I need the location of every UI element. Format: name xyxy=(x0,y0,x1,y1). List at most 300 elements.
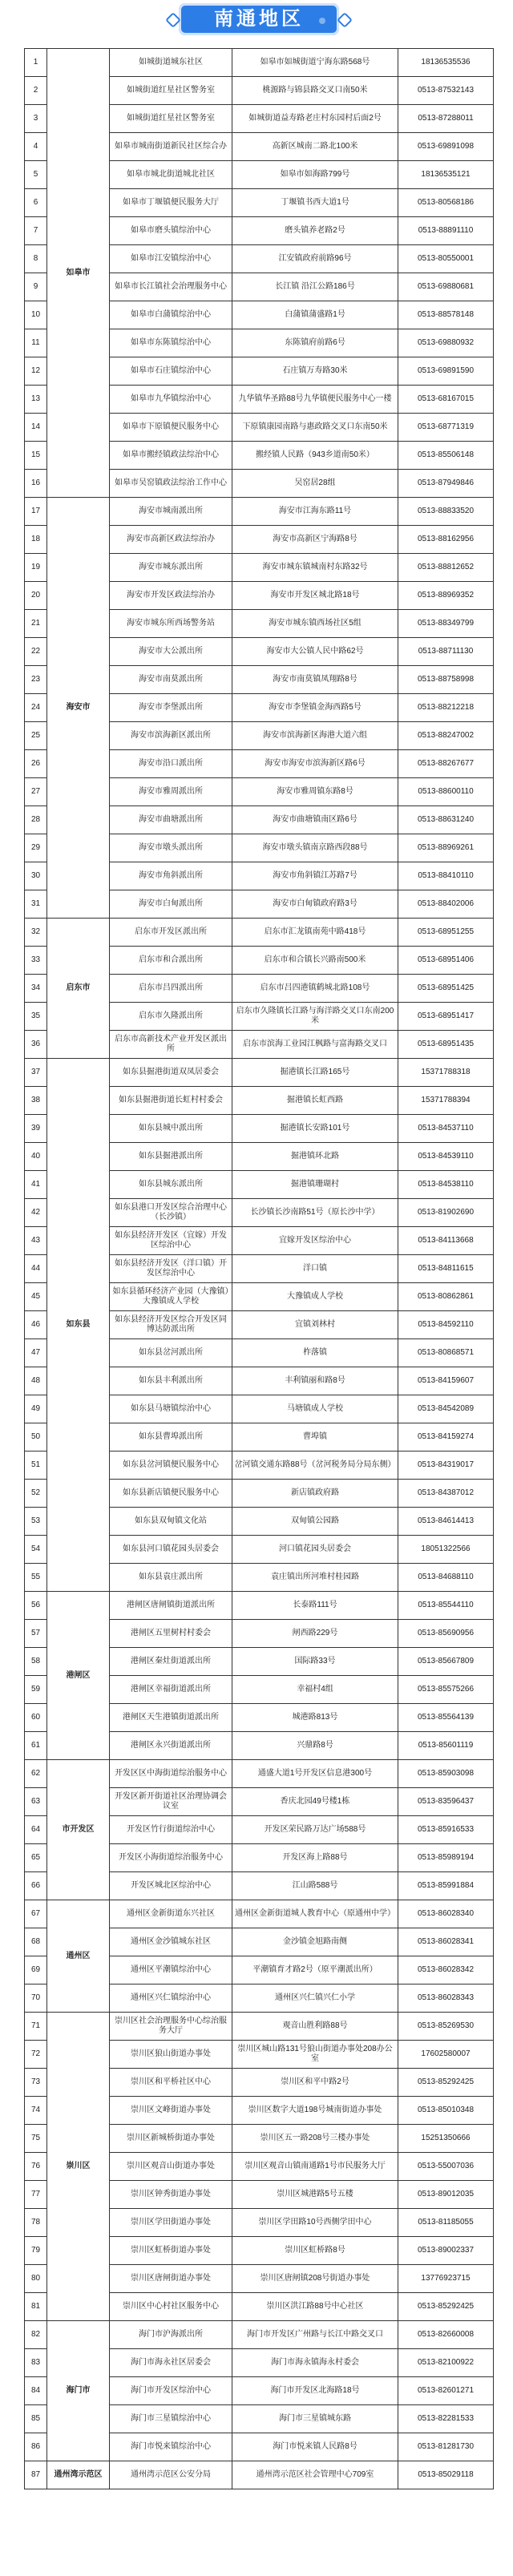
row-number: 62 xyxy=(25,1760,47,1788)
row-number: 39 xyxy=(25,1115,47,1143)
site-phone: 0513-88349799 xyxy=(398,610,494,638)
row-number: 60 xyxy=(25,1704,47,1732)
site-name: 海安市南莫派出所 xyxy=(110,666,232,694)
site-name: 海安市开发区政法综治办 xyxy=(110,582,232,610)
site-name: 如皋市城北街道城北社区 xyxy=(110,161,232,189)
site-address: 幸福村4组 xyxy=(232,1676,398,1704)
row-number: 25 xyxy=(25,722,47,750)
row-number: 68 xyxy=(25,1928,47,1956)
site-address: 海安市白甸镇政府路3号 xyxy=(232,890,398,919)
site-address: 磨头镇养老路2号 xyxy=(232,217,398,245)
site-name: 海门市悦来镇综治中心 xyxy=(110,2433,232,2461)
row-number: 87 xyxy=(25,2461,47,2489)
row-number: 7 xyxy=(25,217,47,245)
site-address: 通州湾示范区社会管理中心709室 xyxy=(232,2461,398,2489)
site-name: 海安市城东派出所 xyxy=(110,554,232,582)
site-address: 搬经镇人民路（943乡道南50米） xyxy=(232,442,398,470)
row-number: 17 xyxy=(25,498,47,526)
row-number: 59 xyxy=(25,1676,47,1704)
site-address: 崇川区数字大道198号城南街道办事处 xyxy=(232,2097,398,2125)
row-number: 13 xyxy=(25,386,47,414)
site-phone: 0513-88631240 xyxy=(398,806,494,834)
site-address: 袁庄镇出所河堆村桂园路 xyxy=(232,1564,398,1592)
table-row xyxy=(25,49,494,77)
site-address: 掘港镇长虹西路 xyxy=(232,1087,398,1115)
site-address: 柞落镇 xyxy=(232,1339,398,1367)
site-address: 启东市和合镇长兴路南500米 xyxy=(232,947,398,975)
site-address: 白蒲镇蒲盛路1号 xyxy=(232,301,398,329)
row-number: 78 xyxy=(25,2209,47,2237)
site-phone: 15371788394 xyxy=(398,1087,494,1115)
site-name: 海安市城东所西场警务站 xyxy=(110,610,232,638)
site-address: 大豫镇成人学校 xyxy=(232,1283,398,1311)
site-address: 马塘镇成人学校 xyxy=(232,1395,398,1423)
site-address: 掘港镇环北路 xyxy=(232,1143,398,1171)
district-cell: 通州区 xyxy=(47,1900,110,2013)
row-number: 52 xyxy=(25,1480,47,1508)
site-name: 启东市和合派出所 xyxy=(110,947,232,975)
site-name: 海安市李堡派出所 xyxy=(110,694,232,722)
site-phone: 18136535121 xyxy=(398,161,494,189)
site-address: 宜嫁开发区综治中心 xyxy=(232,1227,398,1255)
site-address: 开发区海上路88号 xyxy=(232,1844,398,1872)
site-address: 启东市滨海工业园江枫路与富海路交叉口 xyxy=(232,1031,398,1059)
site-phone: 0513-87288011 xyxy=(398,105,494,133)
row-number: 72 xyxy=(25,2041,47,2069)
site-phone: 0513-80862861 xyxy=(398,1283,494,1311)
site-address: 洋口镇 xyxy=(232,1255,398,1283)
site-name: 海安市曲塘派出所 xyxy=(110,806,232,834)
row-number: 64 xyxy=(25,1816,47,1844)
site-address: 启东市久隆镇长江路与海洋路交叉口东南200米 xyxy=(232,1003,398,1031)
site-name: 如皋市白蒲镇综治中心 xyxy=(110,301,232,329)
site-name: 如皋市搬经镇政法综治中心 xyxy=(110,442,232,470)
row-number: 29 xyxy=(25,834,47,862)
site-address: 东陈镇府前路6号 xyxy=(232,329,398,357)
row-number: 28 xyxy=(25,806,47,834)
site-address: 海安市城东镇西场社区5组 xyxy=(232,610,398,638)
site-name: 如皋市石庄镇综治中心 xyxy=(110,357,232,386)
site-phone: 0513-88711130 xyxy=(398,638,494,666)
site-phone: 0513-85991884 xyxy=(398,1872,494,1900)
site-address: 掘港镇长江路165号 xyxy=(232,1059,398,1087)
site-phone: 0513-69891098 xyxy=(398,133,494,161)
row-number: 35 xyxy=(25,1003,47,1031)
site-name: 崇川区学田街道办事处 xyxy=(110,2209,232,2237)
site-name: 如东县岔河镇便民服务中心 xyxy=(110,1452,232,1480)
site-name: 如皋市九华镇综治中心 xyxy=(110,386,232,414)
site-phone: 0513-86028343 xyxy=(398,1984,494,2013)
site-name: 如东县河口镇花园头居委会 xyxy=(110,1536,232,1564)
site-address: 崇川区唐闸镇208号街道办事处 xyxy=(232,2265,398,2293)
site-address: 海安市雅周镇东路8号 xyxy=(232,778,398,806)
table-row xyxy=(25,919,494,947)
site-name: 海安市沿口派出所 xyxy=(110,750,232,778)
site-address: 海安市城东镇城南村东路32号 xyxy=(232,554,398,582)
site-address: 海安市南莫镇凤翔路8号 xyxy=(232,666,398,694)
row-number: 45 xyxy=(25,1283,47,1311)
site-name: 港闸区五里树村村委会 xyxy=(110,1620,232,1648)
site-address: 长江镇 沿江公路186号 xyxy=(232,273,398,301)
row-number: 77 xyxy=(25,2181,47,2209)
site-phone: 0513-84614413 xyxy=(398,1508,494,1536)
site-address: 崇川区城山路131号狼山街道办事处208办公室 xyxy=(232,2041,398,2069)
row-number: 31 xyxy=(25,890,47,919)
row-number: 18 xyxy=(25,526,47,554)
row-number: 9 xyxy=(25,273,47,301)
site-address: 崇川区观音山镇南通路1号市民服务大厅 xyxy=(232,2153,398,2181)
site-address: 掘港镇长安路101号 xyxy=(232,1115,398,1143)
site-name: 海安市城南派出所 xyxy=(110,498,232,526)
site-phone: 0513-84542089 xyxy=(398,1395,494,1423)
site-phone: 0513-88247002 xyxy=(398,722,494,750)
site-phone: 0513-68951425 xyxy=(398,975,494,1003)
site-phone: 0513-84537110 xyxy=(398,1115,494,1143)
site-name: 海安市雅周派出所 xyxy=(110,778,232,806)
site-address: 崇川区洪江路88号中心社区 xyxy=(232,2293,398,2321)
site-name: 如东县城东派出所 xyxy=(110,1171,232,1199)
row-number: 84 xyxy=(25,2377,47,2405)
site-phone: 0513-88267677 xyxy=(398,750,494,778)
row-number: 21 xyxy=(25,610,47,638)
district-cell: 市开发区 xyxy=(47,1760,110,1900)
table-row xyxy=(25,2321,494,2349)
row-number: 41 xyxy=(25,1171,47,1199)
row-number: 55 xyxy=(25,1564,47,1592)
district-cell: 如皋市 xyxy=(47,49,110,498)
row-number: 2 xyxy=(25,77,47,105)
site-address: 海安市开发区城北路18号 xyxy=(232,582,398,610)
site-phone: 0513-80568186 xyxy=(398,189,494,217)
row-number: 44 xyxy=(25,1255,47,1283)
site-name: 海门市沪海派出所 xyxy=(110,2321,232,2349)
site-address: 江山路588号 xyxy=(232,1872,398,1900)
site-name: 如皋市江安镇综治中心 xyxy=(110,245,232,273)
row-number: 38 xyxy=(25,1087,47,1115)
district-cell: 崇川区 xyxy=(47,2013,110,2321)
row-number: 15 xyxy=(25,442,47,470)
site-address: 金沙镇金旭路南侧 xyxy=(232,1928,398,1956)
site-name: 如东县丰利派出所 xyxy=(110,1367,232,1395)
site-address: 海门市开发区广州路与长江中路交叉口 xyxy=(232,2321,398,2349)
district-cell: 海门市 xyxy=(47,2321,110,2461)
row-number: 51 xyxy=(25,1452,47,1480)
site-address: 兴鼎路8号 xyxy=(232,1732,398,1760)
site-address: 吴窑居28组 xyxy=(232,470,398,498)
row-number: 3 xyxy=(25,105,47,133)
row-number: 43 xyxy=(25,1227,47,1255)
site-address: 如皋市如城街道宁海东路568号 xyxy=(232,49,398,77)
site-phone: 0513-89002337 xyxy=(398,2237,494,2265)
row-number: 71 xyxy=(25,2013,47,2041)
site-name: 如皋市城南街道新民社区综合办 xyxy=(110,133,232,161)
site-name: 如东县循环经济产业园（大豫镇）大豫镇成人学校 xyxy=(110,1283,232,1311)
row-number: 24 xyxy=(25,694,47,722)
row-number: 30 xyxy=(25,862,47,890)
site-address: 如皋市如海路799号 xyxy=(232,161,398,189)
row-number: 19 xyxy=(25,554,47,582)
site-address: 崇川区城港路5号五楼 xyxy=(232,2181,398,2209)
row-number: 69 xyxy=(25,1956,47,1984)
site-phone: 0513-86028340 xyxy=(398,1900,494,1928)
site-phone: 0513-88969352 xyxy=(398,582,494,610)
row-number: 70 xyxy=(25,1984,47,2013)
row-number: 23 xyxy=(25,666,47,694)
site-name: 港闸区唐闸镇街道派出所 xyxy=(110,1592,232,1620)
page-title: 南通地区 xyxy=(179,3,339,35)
site-name: 如东县曹埠派出所 xyxy=(110,1423,232,1452)
site-name: 开发区区中海街道综治服务中心 xyxy=(110,1760,232,1788)
row-number: 65 xyxy=(25,1844,47,1872)
row-number: 5 xyxy=(25,161,47,189)
site-address: 崇川区五一路208号三楼办事处 xyxy=(232,2125,398,2153)
site-address: 桃源路与锦县路交叉口南50米 xyxy=(232,77,398,105)
row-number: 57 xyxy=(25,1620,47,1648)
site-phone: 0513-84159274 xyxy=(398,1423,494,1452)
site-address: 通州区兴仁镇兴仁小学 xyxy=(232,1984,398,2013)
district-cell: 通州湾示范区 xyxy=(47,2461,110,2489)
site-phone: 17602580007 xyxy=(398,2041,494,2069)
site-phone: 0513-85544110 xyxy=(398,1592,494,1620)
site-phone: 0513-88402006 xyxy=(398,890,494,919)
site-name: 如东县双甸镇文化站 xyxy=(110,1508,232,1536)
site-name: 海安市角斜派出所 xyxy=(110,862,232,890)
site-phone: 0513-82281533 xyxy=(398,2405,494,2433)
site-address: 国际路33号 xyxy=(232,1648,398,1676)
site-name: 如东县袁庄派出所 xyxy=(110,1564,232,1592)
site-phone: 0513-87949846 xyxy=(398,470,494,498)
site-address: 掘港镇珊瑚村 xyxy=(232,1171,398,1199)
site-name: 开发区竹行街道综治中心 xyxy=(110,1816,232,1844)
site-address: 通州区金新街道城人教育中心（原通州中学） xyxy=(232,1900,398,1928)
site-name: 如东县经济开发区综合开发区同博达防派出所 xyxy=(110,1311,232,1339)
site-name: 海安市滨海新区派出所 xyxy=(110,722,232,750)
row-number: 50 xyxy=(25,1423,47,1452)
district-cell: 海安市 xyxy=(47,498,110,919)
site-address: 香庆北园49号楼1栋 xyxy=(232,1788,398,1816)
site-phone: 0513-89012035 xyxy=(398,2181,494,2209)
site-phone: 0513-88410110 xyxy=(398,862,494,890)
site-phone: 0513-68951435 xyxy=(398,1031,494,1059)
site-phone: 0513-68167015 xyxy=(398,386,494,414)
site-name: 开发区新开街道社区治理协调会议室 xyxy=(110,1788,232,1816)
site-name: 崇川区虹桥街道办事处 xyxy=(110,2237,232,2265)
table-row xyxy=(25,2461,494,2489)
site-phone: 0513-85690956 xyxy=(398,1620,494,1648)
site-phone: 0513-88891110 xyxy=(398,217,494,245)
site-name: 崇川区新城桥街道办事处 xyxy=(110,2125,232,2153)
site-name: 海安市墩头派出所 xyxy=(110,834,232,862)
site-address: 九华镇华圣路88号九华镇便民服务中心一楼 xyxy=(232,386,398,414)
site-address: 河口镇花园头居委会 xyxy=(232,1536,398,1564)
row-number: 42 xyxy=(25,1199,47,1227)
site-phone: 0513-84592110 xyxy=(398,1311,494,1339)
row-number: 22 xyxy=(25,638,47,666)
site-name: 通州区兴仁镇综治中心 xyxy=(110,1984,232,2013)
site-name: 如城街道红星社区警务室 xyxy=(110,105,232,133)
site-phone: 0513-84811615 xyxy=(398,1255,494,1283)
district-cell: 如东县 xyxy=(47,1059,110,1592)
site-name: 启东市开发区派出所 xyxy=(110,919,232,947)
row-number: 82 xyxy=(25,2321,47,2349)
site-address: 高新区城南二路北100米 xyxy=(232,133,398,161)
site-phone: 0513-83596437 xyxy=(398,1788,494,1816)
site-phone: 15371788318 xyxy=(398,1059,494,1087)
site-phone: 0513-86028342 xyxy=(398,1956,494,1984)
row-number: 32 xyxy=(25,919,47,947)
site-phone: 0513-85564139 xyxy=(398,1704,494,1732)
row-number: 6 xyxy=(25,189,47,217)
site-name: 如皋市丁堰镇便民服务大厅 xyxy=(110,189,232,217)
site-name: 如东县港口开发区综合治理中心（长沙镇） xyxy=(110,1199,232,1227)
site-address: 石庄镇万寿路30米 xyxy=(232,357,398,386)
table-row xyxy=(25,1760,494,1788)
row-number: 33 xyxy=(25,947,47,975)
site-name: 崇川区钟秀街道办事处 xyxy=(110,2181,232,2209)
row-number: 14 xyxy=(25,414,47,442)
site-phone: 0513-88578148 xyxy=(398,301,494,329)
site-address: 下原镇康园南路与惠政路交叉口东南50米 xyxy=(232,414,398,442)
site-phone: 0513-81902690 xyxy=(398,1199,494,1227)
decor-dot xyxy=(319,18,325,24)
site-address: 通盛大道1号开发区信息港300号 xyxy=(232,1760,398,1788)
site-name: 如皋市长江镇社会治理服务中心 xyxy=(110,273,232,301)
site-name: 崇川区社会治理服务中心综治服务大厅 xyxy=(110,2013,232,2041)
site-name: 启东市高新技术产业开发区派出所 xyxy=(110,1031,232,1059)
site-phone: 0513-85292425 xyxy=(398,2069,494,2097)
site-address: 新店镇政府路 xyxy=(232,1480,398,1508)
row-number: 83 xyxy=(25,2349,47,2377)
site-name: 崇川区和平桥社区中心 xyxy=(110,2069,232,2097)
row-number: 40 xyxy=(25,1143,47,1171)
row-number: 49 xyxy=(25,1395,47,1423)
site-phone: 0513-85903098 xyxy=(398,1760,494,1788)
site-name: 通州区金新街道东兴社区 xyxy=(110,1900,232,1928)
site-phone: 0513-85292425 xyxy=(398,2293,494,2321)
site-phone: 0513-55007036 xyxy=(398,2153,494,2181)
site-address: 海门市悦来镇人民路8号 xyxy=(232,2433,398,2461)
site-name: 如皋市东陈镇综治中心 xyxy=(110,329,232,357)
site-phone: 0513-84113668 xyxy=(398,1227,494,1255)
row-number: 53 xyxy=(25,1508,47,1536)
site-phone: 0513-81185055 xyxy=(398,2209,494,2237)
site-phone: 0513-85575266 xyxy=(398,1676,494,1704)
site-address: 如城街道益寿路老庄村东园村后面2号 xyxy=(232,105,398,133)
site-name: 如东县经济开发区（宜嫁）开发区综治中心 xyxy=(110,1227,232,1255)
row-number: 8 xyxy=(25,245,47,273)
site-name: 海门市海永社区居委会 xyxy=(110,2349,232,2377)
site-phone: 0513-85506148 xyxy=(398,442,494,470)
site-address: 长泰路111号 xyxy=(232,1592,398,1620)
row-number: 56 xyxy=(25,1592,47,1620)
site-name: 港闸区天生港镇街道派出所 xyxy=(110,1704,232,1732)
site-address: 海安市海安市滨海新区路6号 xyxy=(232,750,398,778)
row-number: 54 xyxy=(25,1536,47,1564)
site-phone: 0513-86028341 xyxy=(398,1928,494,1956)
site-phone: 0513-68951417 xyxy=(398,1003,494,1031)
site-phone: 0513-88969261 xyxy=(398,834,494,862)
site-address: 曹埠镇 xyxy=(232,1423,398,1452)
site-address: 长沙镇长沙南路51号（原长沙中学） xyxy=(232,1199,398,1227)
site-phone: 0513-84538110 xyxy=(398,1171,494,1199)
row-number: 79 xyxy=(25,2237,47,2265)
site-name: 开发区城北区综治中心 xyxy=(110,1872,232,1900)
site-name: 崇川区狼山街道办事处 xyxy=(110,2041,232,2069)
site-address: 城港路813号 xyxy=(232,1704,398,1732)
row-number: 73 xyxy=(25,2069,47,2097)
site-phone: 0513-82601271 xyxy=(398,2377,494,2405)
site-phone: 0513-85916533 xyxy=(398,1816,494,1844)
site-phone: 0513-88600110 xyxy=(398,778,494,806)
site-address: 海安市曲塘镇南区路6号 xyxy=(232,806,398,834)
site-address: 启东市汇龙镇南苑中路418号 xyxy=(232,919,398,947)
site-phone: 0513-69880932 xyxy=(398,329,494,357)
site-name: 海门市三星镇综治中心 xyxy=(110,2405,232,2433)
row-number: 12 xyxy=(25,357,47,386)
site-address: 观音山胜利路88号 xyxy=(232,2013,398,2041)
row-number: 16 xyxy=(25,470,47,498)
site-phone: 0513-85010348 xyxy=(398,2097,494,2125)
row-number: 66 xyxy=(25,1872,47,1900)
site-phone: 0513-85667809 xyxy=(398,1648,494,1676)
row-number: 20 xyxy=(25,582,47,610)
row-number: 26 xyxy=(25,750,47,778)
site-name: 如皋市吴窑镇政法综治工作中心 xyxy=(110,470,232,498)
row-number: 86 xyxy=(25,2433,47,2461)
site-address: 海门市开发区北海路18号 xyxy=(232,2377,398,2405)
site-address: 双甸镇公园路 xyxy=(232,1508,398,1536)
table-row xyxy=(25,1592,494,1620)
site-phone: 0513-85989194 xyxy=(398,1844,494,1872)
row-number: 1 xyxy=(25,49,47,77)
site-name: 崇川区文峰街道办事处 xyxy=(110,2097,232,2125)
site-address: 海安市滨海新区海港大道六组 xyxy=(232,722,398,750)
site-name: 如皋市磨头镇综治中心 xyxy=(110,217,232,245)
site-name: 崇川区唐闸街道办事处 xyxy=(110,2265,232,2293)
site-phone: 13776923715 xyxy=(398,2265,494,2293)
site-address: 海安市李堡镇金海西路5号 xyxy=(232,694,398,722)
site-phone: 0513-88758998 xyxy=(398,666,494,694)
site-name: 海安市白甸派出所 xyxy=(110,890,232,919)
site-name: 通州区平潮镇综治中心 xyxy=(110,1956,232,1984)
site-phone: 0513-80550001 xyxy=(398,245,494,273)
site-phone: 0513-84159607 xyxy=(398,1367,494,1395)
site-name: 通州湾示范区公安分局 xyxy=(110,2461,232,2489)
site-name: 港闸区永兴街道派出所 xyxy=(110,1732,232,1760)
site-name: 海门市开发区综治中心 xyxy=(110,2377,232,2405)
site-phone: 0513-85029118 xyxy=(398,2461,494,2489)
site-phone: 0513-84387012 xyxy=(398,1480,494,1508)
table-row xyxy=(25,2013,494,2041)
site-phone: 0513-69891590 xyxy=(398,357,494,386)
row-number: 74 xyxy=(25,2097,47,2125)
row-number: 34 xyxy=(25,975,47,1003)
site-name: 开发区小海街道综治服务中心 xyxy=(110,1844,232,1872)
row-number: 11 xyxy=(25,329,47,357)
row-number: 67 xyxy=(25,1900,47,1928)
row-number: 76 xyxy=(25,2153,47,2181)
site-phone: 0513-85269530 xyxy=(398,2013,494,2041)
row-number: 37 xyxy=(25,1059,47,1087)
site-address: 海安市大公镇人民中路62号 xyxy=(232,638,398,666)
site-address: 崇川区学田路10号西侧学田中心 xyxy=(232,2209,398,2237)
site-name: 如城街道城东社区 xyxy=(110,49,232,77)
site-address: 岔河镇交通东路88号（岔河税务局分局东侧） xyxy=(232,1452,398,1480)
row-number: 63 xyxy=(25,1788,47,1816)
site-phone: 0513-87532143 xyxy=(398,77,494,105)
site-address: 海门市海永镇海永村委会 xyxy=(232,2349,398,2377)
site-phone: 0513-88833520 xyxy=(398,498,494,526)
